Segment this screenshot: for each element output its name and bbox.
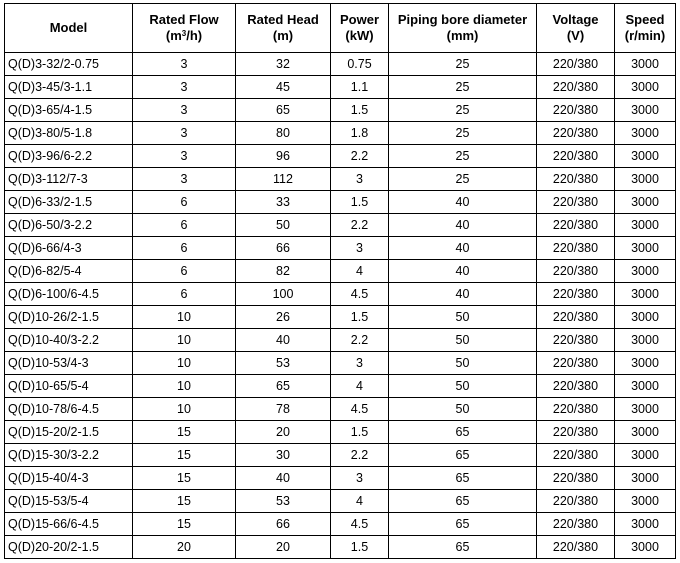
table-row [5,237,676,260]
header-rated-head [236,4,331,53]
table-row [5,53,676,76]
rated-head-cell: 80 [236,122,331,145]
power-cell: 3 [331,467,389,490]
speed-cell: 3000 [615,306,676,329]
piping-bore-cell: 65 [389,444,537,467]
piping-bore-cell: 25 [389,145,537,168]
speed-cell: 3000 [615,191,676,214]
table-row [5,536,676,559]
rated-flow-cell: 10 [133,329,236,352]
speed-cell: 3000 [615,260,676,283]
rated-head-cell: 53 [236,352,331,375]
pump-spec-table [4,3,676,559]
rated-head-cell: 45 [236,76,331,99]
speed-cell: 3000 [615,53,676,76]
power-cell: 4 [331,260,389,283]
voltage-cell: 220/380 [537,444,615,467]
speed-cell: 3000 [615,536,676,559]
piping-bore-cell: 25 [389,122,537,145]
header-voltage [537,4,615,53]
piping-bore-cell: 65 [389,513,537,536]
model-cell: Q(D)6-33/2-1.5 [5,191,133,214]
rated-flow-cell: 3 [133,168,236,191]
piping-bore-cell: 50 [389,306,537,329]
rated-head-cell: 26 [236,306,331,329]
rated-flow-cell: 15 [133,467,236,490]
table-row [5,145,676,168]
power-cell: 1.5 [331,99,389,122]
rated-head-cell: 50 [236,214,331,237]
rated-flow-cell: 6 [133,237,236,260]
table-row [5,76,676,99]
header-piping-bore-unit: (mm) [446,28,479,43]
speed-cell: 3000 [615,283,676,306]
model-cell: Q(D)10-53/4-3 [5,352,133,375]
model-cell: Q(D)6-100/6-4.5 [5,283,133,306]
header-row [5,4,676,53]
power-cell: 1.5 [331,536,389,559]
speed-cell: 3000 [615,122,676,145]
table-row [5,329,676,352]
voltage-cell: 220/380 [537,375,615,398]
header-model-label: Model [49,20,88,35]
table-row [5,375,676,398]
voltage-cell: 220/380 [537,99,615,122]
rated-flow-cell: 10 [133,352,236,375]
speed-cell: 3000 [615,99,676,122]
voltage-cell: 220/380 [537,168,615,191]
piping-bore-cell: 40 [389,191,537,214]
speed-cell: 3000 [615,398,676,421]
speed-cell: 3000 [615,352,676,375]
voltage-cell: 220/380 [537,145,615,168]
rated-flow-cell: 20 [133,536,236,559]
header-piping-bore [389,4,537,53]
voltage-cell: 220/380 [537,513,615,536]
rated-flow-cell: 3 [133,99,236,122]
speed-cell: 3000 [615,145,676,168]
table-row [5,352,676,375]
rated-head-cell: 53 [236,490,331,513]
rated-head-cell: 20 [236,421,331,444]
table-header [5,4,676,53]
model-cell: Q(D)6-50/3-2.2 [5,214,133,237]
power-cell: 1.5 [331,191,389,214]
header-power-label: Power [339,12,379,27]
rated-flow-cell: 6 [133,191,236,214]
piping-bore-cell: 25 [389,168,537,191]
power-cell: 2.2 [331,214,389,237]
power-cell: 2.2 [331,145,389,168]
rated-flow-cell: 10 [133,375,236,398]
table-body [5,53,676,559]
rated-head-cell: 66 [236,237,331,260]
model-cell: Q(D)3-65/4-1.5 [5,99,133,122]
voltage-cell: 220/380 [537,237,615,260]
piping-bore-cell: 25 [389,76,537,99]
power-cell: 1.8 [331,122,389,145]
table-row [5,398,676,421]
rated-flow-cell: 3 [133,76,236,99]
model-cell: Q(D)6-66/4-3 [5,237,133,260]
model-cell: Q(D)10-65/5-4 [5,375,133,398]
voltage-cell: 220/380 [537,191,615,214]
table-row [5,168,676,191]
power-cell: 1.5 [331,421,389,444]
voltage-cell: 220/380 [537,76,615,99]
table-row [5,260,676,283]
model-cell: Q(D)3-112/7-3 [5,168,133,191]
power-cell: 4.5 [331,283,389,306]
power-cell: 4 [331,490,389,513]
model-cell: Q(D)10-78/6-4.5 [5,398,133,421]
model-cell: Q(D)3-96/6-2.2 [5,145,133,168]
rated-head-cell: 96 [236,145,331,168]
power-cell: 2.2 [331,444,389,467]
power-cell: 1.1 [331,76,389,99]
table-row [5,490,676,513]
power-cell: 0.75 [331,53,389,76]
rated-head-cell: 65 [236,375,331,398]
table-row [5,444,676,467]
model-cell: Q(D)6-82/5-4 [5,260,133,283]
voltage-cell: 220/380 [537,283,615,306]
speed-cell: 3000 [615,237,676,260]
piping-bore-cell: 40 [389,260,537,283]
speed-cell: 3000 [615,168,676,191]
table-row [5,214,676,237]
piping-bore-cell: 25 [389,53,537,76]
rated-flow-cell: 6 [133,260,236,283]
model-cell: Q(D)3-45/3-1.1 [5,76,133,99]
rated-flow-cell: 15 [133,513,236,536]
rated-flow-cell: 6 [133,214,236,237]
voltage-cell: 220/380 [537,490,615,513]
voltage-cell: 220/380 [537,421,615,444]
model-cell: Q(D)20-20/2-1.5 [5,536,133,559]
power-cell: 1.5 [331,306,389,329]
table-row [5,421,676,444]
piping-bore-cell: 65 [389,536,537,559]
rated-flow-cell: 15 [133,490,236,513]
rated-flow-cell: 6 [133,283,236,306]
voltage-cell: 220/380 [537,329,615,352]
piping-bore-cell: 50 [389,398,537,421]
rated-head-cell: 40 [236,329,331,352]
table-row [5,306,676,329]
piping-bore-cell: 50 [389,352,537,375]
piping-bore-cell: 25 [389,99,537,122]
header-voltage-label: Voltage [552,12,599,27]
rated-flow-cell: 3 [133,145,236,168]
header-rated-head-unit: (m) [272,28,294,43]
model-cell: Q(D)10-40/3-2.2 [5,329,133,352]
rated-head-cell: 20 [236,536,331,559]
speed-cell: 3000 [615,214,676,237]
speed-cell: 3000 [615,490,676,513]
header-rated-head-label: Rated Head [247,12,319,27]
header-rated-flow [133,4,236,53]
header-speed-label: Speed [625,12,665,27]
voltage-cell: 220/380 [537,536,615,559]
rated-head-cell: 100 [236,283,331,306]
table-row [5,467,676,490]
model-cell: Q(D)3-80/5-1.8 [5,122,133,145]
voltage-cell: 220/380 [537,214,615,237]
model-cell: Q(D)3-32/2-0.75 [5,53,133,76]
power-cell: 3 [331,237,389,260]
model-cell: Q(D)15-53/5-4 [5,490,133,513]
rated-head-cell: 30 [236,444,331,467]
voltage-cell: 220/380 [537,398,615,421]
power-cell: 3 [331,352,389,375]
table-row [5,191,676,214]
rated-flow-cell: 15 [133,421,236,444]
rated-flow-cell: 3 [133,53,236,76]
rated-head-cell: 33 [236,191,331,214]
speed-cell: 3000 [615,329,676,352]
power-cell: 4.5 [331,513,389,536]
header-power-unit: (kW) [345,28,374,43]
speed-cell: 3000 [615,421,676,444]
header-model [5,4,133,53]
table-row [5,283,676,306]
rated-flow-cell: 15 [133,444,236,467]
header-rated-flow-unit: $(m^3/h)$ [165,28,203,43]
table-row [5,122,676,145]
piping-bore-cell: 40 [389,283,537,306]
rated-head-cell: 66 [236,513,331,536]
piping-bore-cell: 65 [389,421,537,444]
model-cell: Q(D)15-66/6-4.5 [5,513,133,536]
rated-head-cell: 32 [236,53,331,76]
voltage-cell: 220/380 [537,122,615,145]
speed-cell: 3000 [615,76,676,99]
voltage-cell: 220/380 [537,53,615,76]
power-cell: 3 [331,168,389,191]
header-speed [615,4,676,53]
piping-bore-cell: 40 [389,237,537,260]
power-cell: 4 [331,375,389,398]
model-cell: Q(D)15-20/2-1.5 [5,421,133,444]
rated-head-cell: 82 [236,260,331,283]
model-cell: Q(D)15-30/3-2.2 [5,444,133,467]
piping-bore-cell: 50 [389,329,537,352]
table-row [5,99,676,122]
header-piping-bore-label: Piping bore diameter [397,12,528,27]
speed-cell: 3000 [615,513,676,536]
voltage-cell: 220/380 [537,352,615,375]
rated-head-cell: 65 [236,99,331,122]
rated-flow-cell: 3 [133,122,236,145]
voltage-cell: 220/380 [537,260,615,283]
piping-bore-cell: 65 [389,490,537,513]
speed-cell: 3000 [615,375,676,398]
speed-cell: 3000 [615,467,676,490]
power-cell: 2.2 [331,329,389,352]
header-power [331,4,389,53]
rated-head-cell: 40 [236,467,331,490]
header-voltage-unit: (V) [566,28,585,43]
rated-head-cell: 78 [236,398,331,421]
model-cell: Q(D)15-40/4-3 [5,467,133,490]
voltage-cell: 220/380 [537,467,615,490]
table-row [5,513,676,536]
rated-flow-cell: 10 [133,306,236,329]
power-cell: 4.5 [331,398,389,421]
header-rated-flow-label: Rated Flow [149,12,219,27]
rated-flow-cell: 10 [133,398,236,421]
piping-bore-cell: 50 [389,375,537,398]
rated-head-cell: 112 [236,168,331,191]
speed-cell: 3000 [615,444,676,467]
model-cell: Q(D)10-26/2-1.5 [5,306,133,329]
piping-bore-cell: 65 [389,467,537,490]
header-speed-unit: (r/min) [624,28,666,43]
piping-bore-cell: 40 [389,214,537,237]
voltage-cell: 220/380 [537,306,615,329]
